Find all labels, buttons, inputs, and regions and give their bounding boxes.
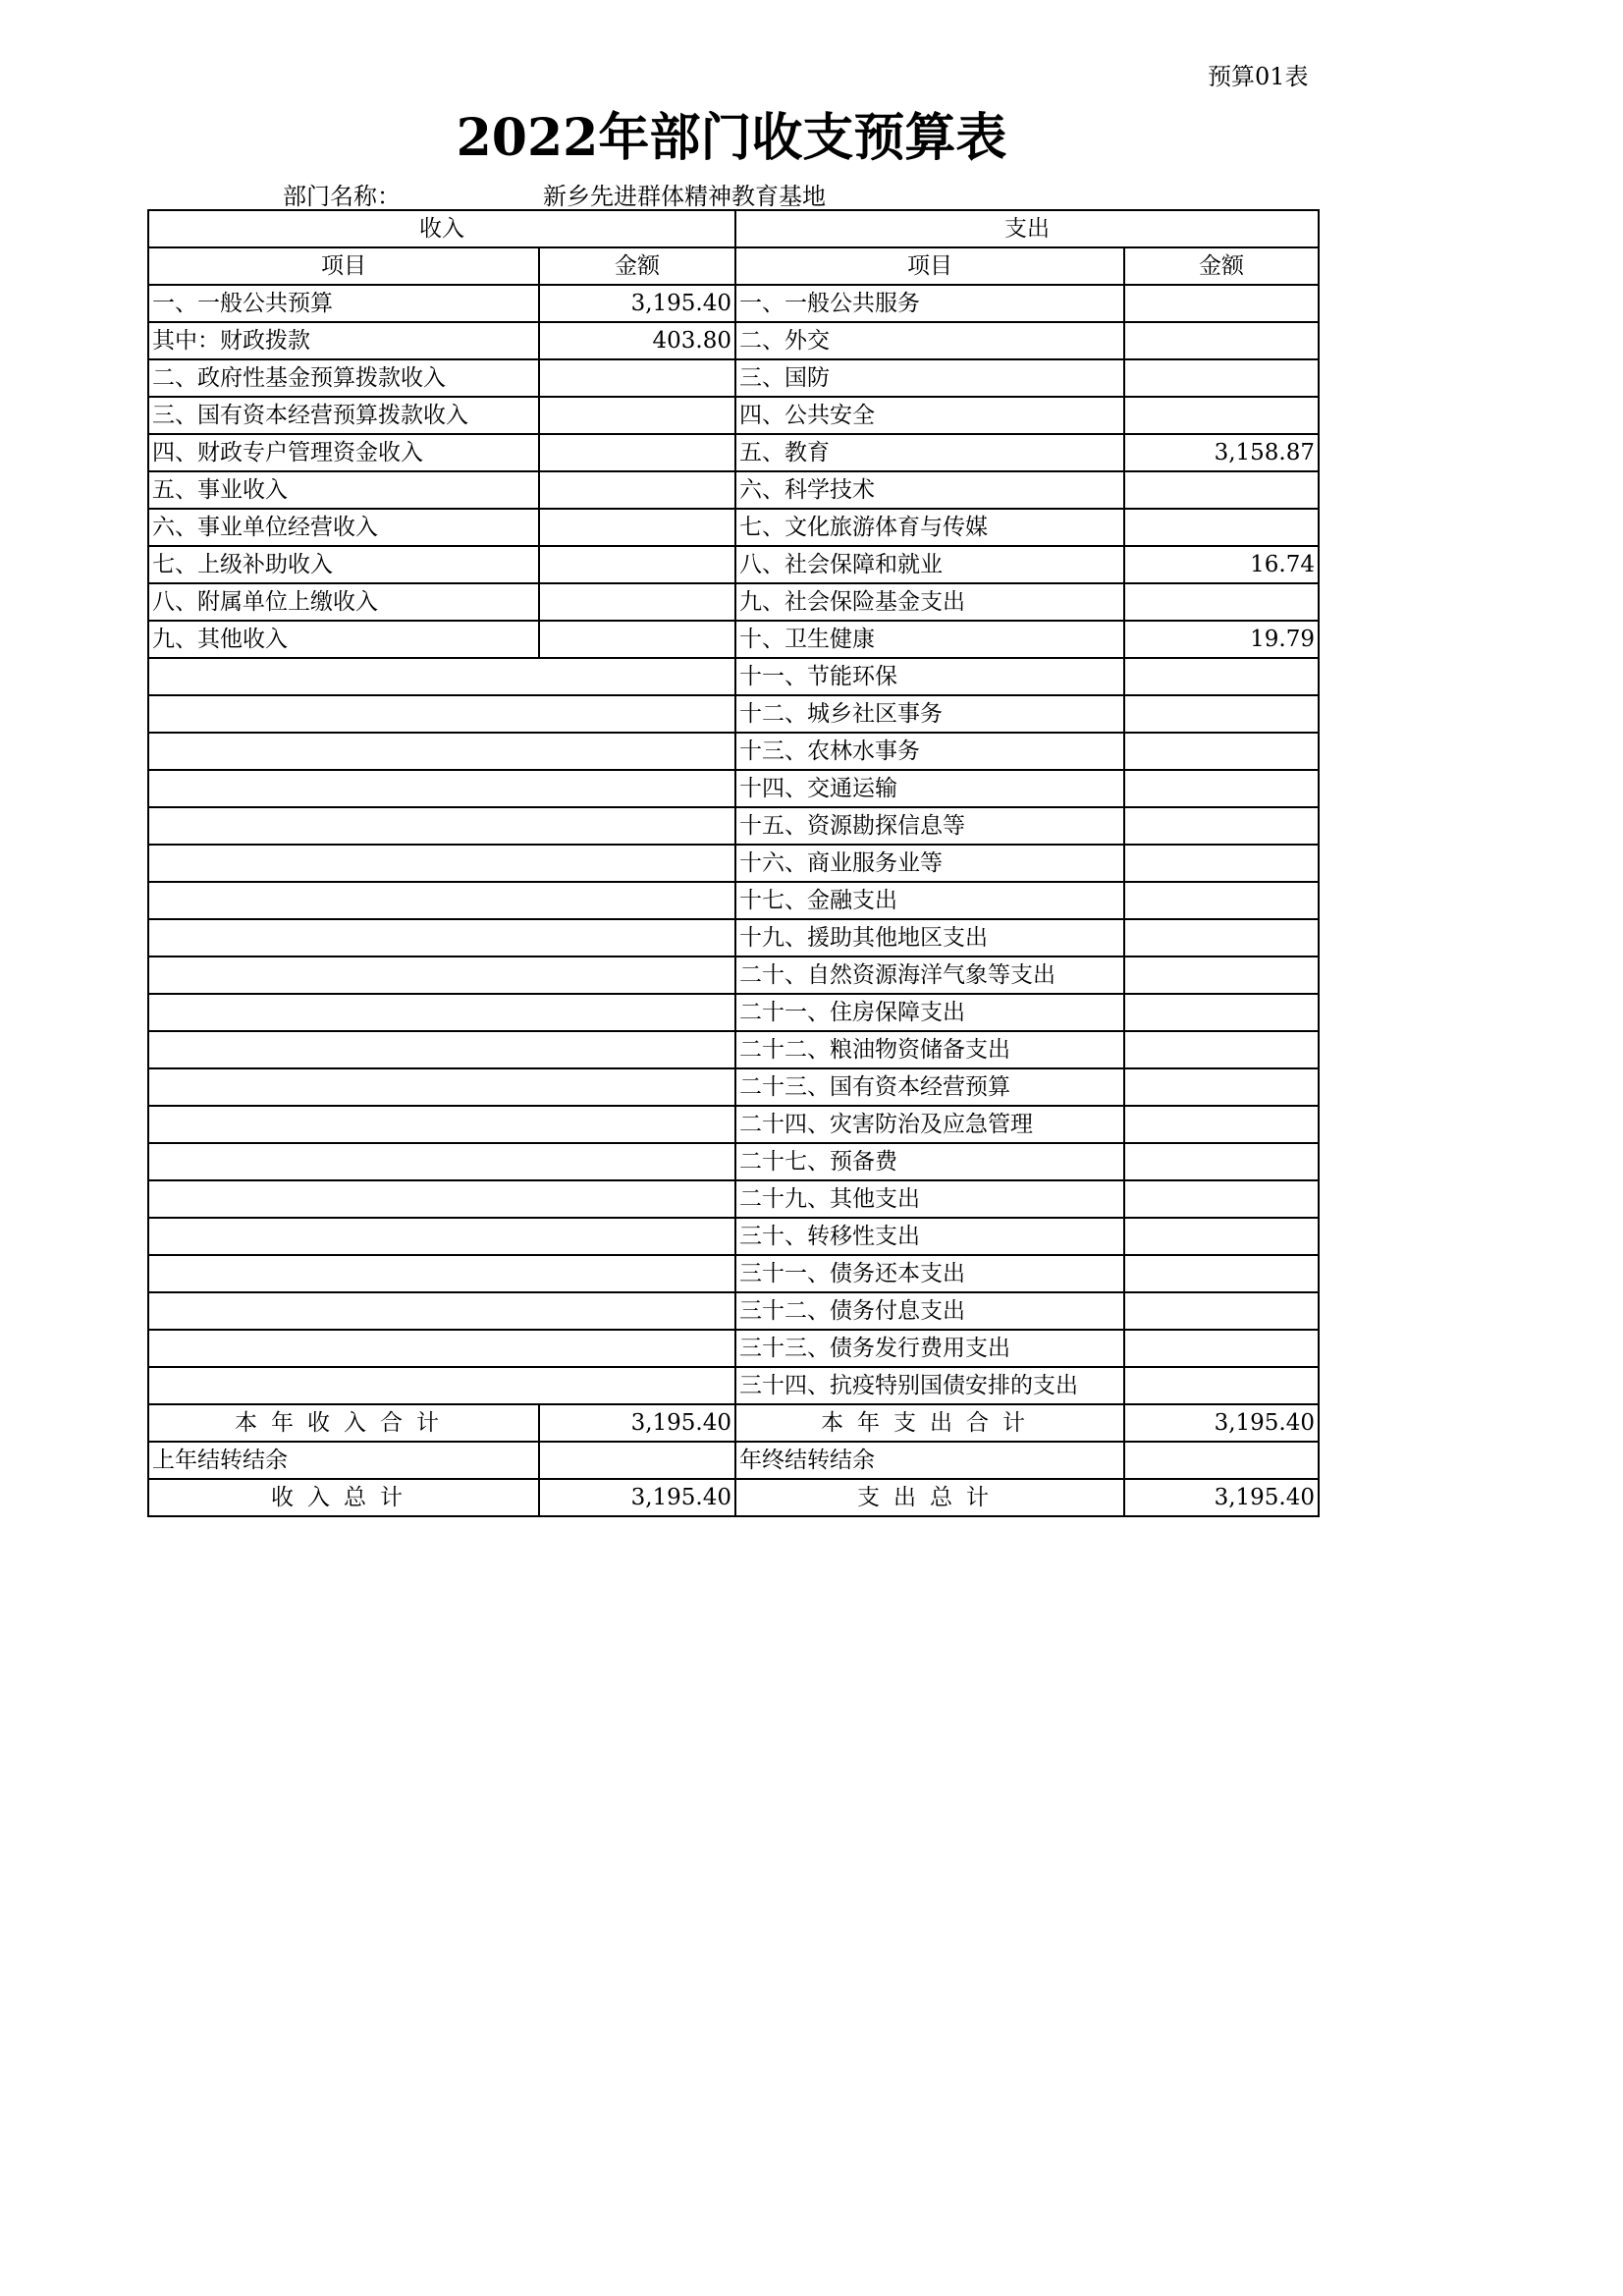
income-empty xyxy=(148,1143,735,1180)
table-row xyxy=(148,1330,1319,1367)
expense-amount xyxy=(1124,285,1319,322)
income-item: 七、上级补助收入 xyxy=(148,546,539,583)
expense-item: 十四、交通运输 xyxy=(735,770,1124,807)
income-total-label: 上年结转结余 xyxy=(148,1442,539,1479)
income-amount xyxy=(539,434,735,471)
income-empty xyxy=(148,1106,735,1143)
expense-total-amount: 3,195.40 xyxy=(1124,1479,1319,1516)
income-item: 六、事业单位经营收入 xyxy=(148,509,539,546)
table-row xyxy=(148,1180,1319,1218)
expense-amount xyxy=(1124,1367,1319,1404)
table-row xyxy=(148,285,1319,322)
expense-item: 二十二、粮油物资储备支出 xyxy=(735,1031,1124,1068)
table-row xyxy=(148,546,1319,583)
income-amount xyxy=(539,583,735,621)
income-empty xyxy=(148,1218,735,1255)
expense-amount xyxy=(1124,471,1319,509)
expense-item: 三、国防 xyxy=(735,359,1124,397)
income-item: 八、附属单位上缴收入 xyxy=(148,583,539,621)
table-row xyxy=(148,1292,1319,1330)
expense-item: 十五、资源勘探信息等 xyxy=(735,807,1124,845)
table-row xyxy=(148,733,1319,770)
expense-item: 十九、援助其他地区支出 xyxy=(735,919,1124,957)
expense-amount xyxy=(1124,770,1319,807)
table-row xyxy=(148,957,1319,994)
table-row xyxy=(148,882,1319,919)
budget-table xyxy=(147,209,1320,1517)
expense-item: 二十、自然资源海洋气象等支出 xyxy=(735,957,1124,994)
table-row xyxy=(148,583,1319,621)
income-item: 二、政府性基金预算拨款收入 xyxy=(148,359,539,397)
expense-amount xyxy=(1124,845,1319,882)
expense-total-amount xyxy=(1124,1442,1319,1479)
expense-amount xyxy=(1124,1143,1319,1180)
expense-amount xyxy=(1124,994,1319,1031)
expense-amount xyxy=(1124,957,1319,994)
expense-amount xyxy=(1124,1255,1319,1292)
table-row xyxy=(148,658,1319,695)
totals-row xyxy=(148,1404,1319,1442)
table-row xyxy=(148,397,1319,434)
expense-item: 二十一、住房保障支出 xyxy=(735,994,1124,1031)
expense-item: 七、文化旅游体育与传媒 xyxy=(735,509,1124,546)
expense-amount xyxy=(1124,1180,1319,1218)
expense-amount xyxy=(1124,1292,1319,1330)
income-item: 一、一般公共预算 xyxy=(148,285,539,322)
income-empty xyxy=(148,733,735,770)
expense-item: 十六、商业服务业等 xyxy=(735,845,1124,882)
expense-amount xyxy=(1124,919,1319,957)
expense-item: 二十九、其他支出 xyxy=(735,1180,1124,1218)
expense-amount xyxy=(1124,695,1319,733)
income-amount xyxy=(539,509,735,546)
expense-amount xyxy=(1124,583,1319,621)
expense-amount xyxy=(1124,1068,1319,1106)
expense-item: 二、外交 xyxy=(735,322,1124,359)
expense-item: 三十二、债务付息支出 xyxy=(735,1292,1124,1330)
income-empty xyxy=(148,1292,735,1330)
income-empty xyxy=(148,957,735,994)
table-row xyxy=(148,322,1319,359)
income-empty xyxy=(148,882,735,919)
form-number: 预算01表 xyxy=(1208,63,1309,90)
table-row xyxy=(148,434,1319,471)
table-row xyxy=(148,919,1319,957)
expense-amount: 3,158.87 xyxy=(1124,434,1319,471)
expense-item: 十、卫生健康 xyxy=(735,621,1124,658)
page-title: 2022年部门收支预算表 xyxy=(456,108,1007,168)
income-empty xyxy=(148,845,735,882)
table-row xyxy=(148,1068,1319,1106)
income-item: 其中：财政拨款 xyxy=(148,322,539,359)
expense-header: 支出 xyxy=(735,210,1319,247)
expense-total-label: 支出总计 xyxy=(735,1479,1124,1516)
income-amount: 403.80 xyxy=(539,322,735,359)
income-amount: 3,195.40 xyxy=(539,285,735,322)
income-empty xyxy=(148,695,735,733)
expense-item: 五、教育 xyxy=(735,434,1124,471)
income-amount xyxy=(539,397,735,434)
expense-amount xyxy=(1124,1330,1319,1367)
expense-amount: 16.74 xyxy=(1124,546,1319,583)
income-empty xyxy=(148,1031,735,1068)
income-empty xyxy=(148,1068,735,1106)
income-amount xyxy=(539,471,735,509)
income-total-label: 本年收入合计 xyxy=(148,1404,539,1442)
income-empty xyxy=(148,1367,735,1404)
income-empty xyxy=(148,994,735,1031)
expense-amount-header: 金额 xyxy=(1124,247,1319,285)
income-empty xyxy=(148,807,735,845)
expense-item: 四、公共安全 xyxy=(735,397,1124,434)
expense-amount xyxy=(1124,1218,1319,1255)
expense-item: 九、社会保险基金支出 xyxy=(735,583,1124,621)
income-item: 四、财政专户管理资金收入 xyxy=(148,434,539,471)
income-empty xyxy=(148,1180,735,1218)
expense-amount xyxy=(1124,397,1319,434)
totals-row xyxy=(148,1479,1319,1516)
income-empty xyxy=(148,658,735,695)
income-empty xyxy=(148,1330,735,1367)
income-empty xyxy=(148,770,735,807)
income-item: 九、其他收入 xyxy=(148,621,539,658)
table-row xyxy=(148,621,1319,658)
income-total-amount: 3,195.40 xyxy=(539,1479,735,1516)
table-row xyxy=(148,1031,1319,1068)
expense-item: 三十三、债务发行费用支出 xyxy=(735,1330,1124,1367)
expense-amount xyxy=(1124,1106,1319,1143)
expense-item: 十二、城乡社区事务 xyxy=(735,695,1124,733)
expense-amount xyxy=(1124,359,1319,397)
expense-item: 八、社会保障和就业 xyxy=(735,546,1124,583)
expense-amount xyxy=(1124,882,1319,919)
expense-item: 十七、金融支出 xyxy=(735,882,1124,919)
income-empty xyxy=(148,919,735,957)
department-label: 部门名称： xyxy=(283,183,401,210)
expense-total-label: 年终结转结余 xyxy=(735,1442,1124,1479)
expense-amount xyxy=(1124,322,1319,359)
expense-item: 二十三、国有资本经营预算 xyxy=(735,1068,1124,1106)
income-item: 五、事业收入 xyxy=(148,471,539,509)
income-total-label: 收入总计 xyxy=(148,1479,539,1516)
expense-item: 三十、转移性支出 xyxy=(735,1218,1124,1255)
table-row xyxy=(148,994,1319,1031)
expense-amount xyxy=(1124,733,1319,770)
expense-item: 十三、农林水事务 xyxy=(735,733,1124,770)
expense-amount xyxy=(1124,509,1319,546)
income-total-amount: 3,195.40 xyxy=(539,1404,735,1442)
table-row xyxy=(148,1143,1319,1180)
department-name: 新乡先进群体精神教育基地 xyxy=(543,183,826,210)
income-amount xyxy=(539,621,735,658)
table-row xyxy=(148,845,1319,882)
expense-item: 一、一般公共服务 xyxy=(735,285,1124,322)
table-row xyxy=(148,1255,1319,1292)
income-item-header: 项目 xyxy=(148,247,539,285)
income-item: 三、国有资本经营预算拨款收入 xyxy=(148,397,539,434)
expense-item: 六、科学技术 xyxy=(735,471,1124,509)
income-amount xyxy=(539,359,735,397)
expense-amount xyxy=(1124,1031,1319,1068)
table-row xyxy=(148,1106,1319,1143)
expense-item: 二十四、灾害防治及应急管理 xyxy=(735,1106,1124,1143)
income-total-amount xyxy=(539,1442,735,1479)
totals-row xyxy=(148,1442,1319,1479)
expense-item: 二十七、预备费 xyxy=(735,1143,1124,1180)
header-row-top xyxy=(148,210,1319,247)
table-row xyxy=(148,695,1319,733)
table-row xyxy=(148,359,1319,397)
income-header: 收入 xyxy=(148,210,735,247)
expense-item-header: 项目 xyxy=(735,247,1124,285)
income-empty xyxy=(148,1255,735,1292)
expense-total-amount: 3,195.40 xyxy=(1124,1404,1319,1442)
expense-item: 三十四、抗疫特别国债安排的支出 xyxy=(735,1367,1124,1404)
expense-amount: 19.79 xyxy=(1124,621,1319,658)
table-row xyxy=(148,471,1319,509)
income-amount xyxy=(539,546,735,583)
table-row xyxy=(148,807,1319,845)
table-row xyxy=(148,770,1319,807)
expense-item: 三十一、债务还本支出 xyxy=(735,1255,1124,1292)
table-row xyxy=(148,1218,1319,1255)
table-row xyxy=(148,1367,1319,1404)
header-row-sub xyxy=(148,247,1319,285)
expense-item: 十一、节能环保 xyxy=(735,658,1124,695)
table-row xyxy=(148,509,1319,546)
expense-amount xyxy=(1124,658,1319,695)
expense-amount xyxy=(1124,807,1319,845)
income-amount-header: 金额 xyxy=(539,247,735,285)
expense-total-label: 本年支出合计 xyxy=(735,1404,1124,1442)
